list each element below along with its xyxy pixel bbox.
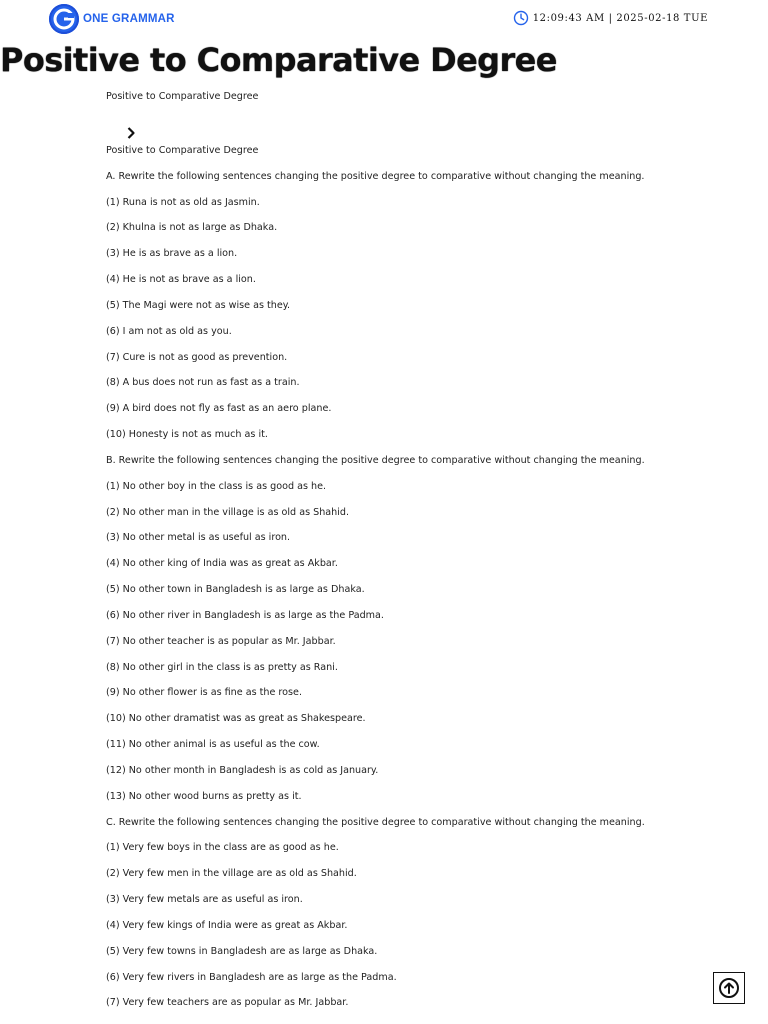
exercise-item: (10) Honesty is not as much as it. <box>106 429 268 441</box>
exercise-item: (10) No other dramatist was as great as Shakespeare. <box>106 713 366 725</box>
exercise-item: (8) No other girl in the class is as pretty as Rani. <box>106 661 338 673</box>
exercise-item: (4) Very few kings of India were as great as Akbar. <box>106 919 348 931</box>
arrow-up-circle-icon <box>718 977 740 999</box>
logo-icon <box>49 4 79 34</box>
clock-text: 12:09:43 AM | 2025-02-18 TUE <box>532 12 708 24</box>
exercise-item: (9) No other flower is as fine as the rose. <box>106 687 302 699</box>
page-title: Positive to Comparative Degree <box>0 41 557 79</box>
exercise-item: (3) No other metal is as useful as iron. <box>106 532 291 544</box>
scroll-to-top-button[interactable] <box>713 972 745 1004</box>
site-header <box>0 0 768 38</box>
exercise-item: (8) A bus does not run as fast as a train. <box>106 377 300 389</box>
exercise-item: (11) No other animal is as useful as the cow. <box>106 739 320 751</box>
exercise-list <box>106 170 706 1011</box>
exercise-item: (7) Very few teachers are as popular as Mr. Jabbar. <box>106 997 349 1009</box>
exercise-item: (5) No other town in Bangladesh is as large as Dhaka. <box>106 584 365 596</box>
exercise-item: (2) Very few men in the village are as old as Shahid. <box>106 868 357 880</box>
logo-text: ONE GRAMMAR <box>83 13 175 25</box>
exercise-item: (3) Very few metals are as useful as iron. <box>106 894 303 906</box>
exercise-item: (7) Cure is not as good as prevention. <box>106 351 288 363</box>
exercise-item: (13) No other wood burns as pretty as it. <box>106 790 302 802</box>
exercise-instruction: C. Rewrite the following sentences changing the positive degree to comparative without changing the meaning. <box>106 816 645 828</box>
exercise-item: (1) Very few boys in the class are as good as he. <box>106 842 339 854</box>
exercise-instruction: A. Rewrite the following sentences changing the positive degree to comparative without changing the meaning. <box>106 170 645 182</box>
exercise-item: (6) Very few rivers in Bangladesh are as large as the Padma. <box>106 971 397 983</box>
exercise-item: (3) He is as brave as a lion. <box>106 248 238 260</box>
exercise-item: (9) A bird does not fly as fast as an aero plane. <box>106 403 332 415</box>
exercise-instruction: B. Rewrite the following sentences changing the positive degree to comparative without changing the meaning. <box>106 454 645 466</box>
exercise-item: (6) I am not as old as you. <box>106 325 232 337</box>
exercise-item: (4) No other king of India was as great as Akbar. <box>106 558 338 570</box>
exercise-item: (1) Runa is not as old as Jasmin. <box>106 196 260 208</box>
chevron-right-icon[interactable] <box>126 126 136 140</box>
exercise-item: (6) No other river in Bangladesh is as large as the Padma. <box>106 609 384 621</box>
site-logo[interactable] <box>49 4 175 34</box>
clock-display <box>513 10 708 26</box>
exercise-item: (7) No other teacher is as popular as Mr. Jabbar. <box>106 635 336 647</box>
clock-icon <box>513 10 529 26</box>
exercise-item: (1) No other boy in the class is as good as he. <box>106 480 327 492</box>
breadcrumb[interactable]: Positive to Comparative Degree <box>106 91 259 102</box>
section-heading: Positive to Comparative Degree <box>106 145 259 156</box>
article-content <box>106 90 706 1022</box>
exercise-item: (2) No other man in the village is as old as Shahid. <box>106 506 350 518</box>
exercise-item: (2) Khulna is not as large as Dhaka. <box>106 222 278 234</box>
exercise-item: (5) Very few towns in Bangladesh are as large as Dhaka. <box>106 945 378 957</box>
exercise-item: (4) He is not as brave as a lion. <box>106 274 256 286</box>
exercise-item: (5) The Magi were not as wise as they. <box>106 299 291 311</box>
exercise-item: (12) No other month in Bangladesh is as cold as January. <box>106 764 379 776</box>
